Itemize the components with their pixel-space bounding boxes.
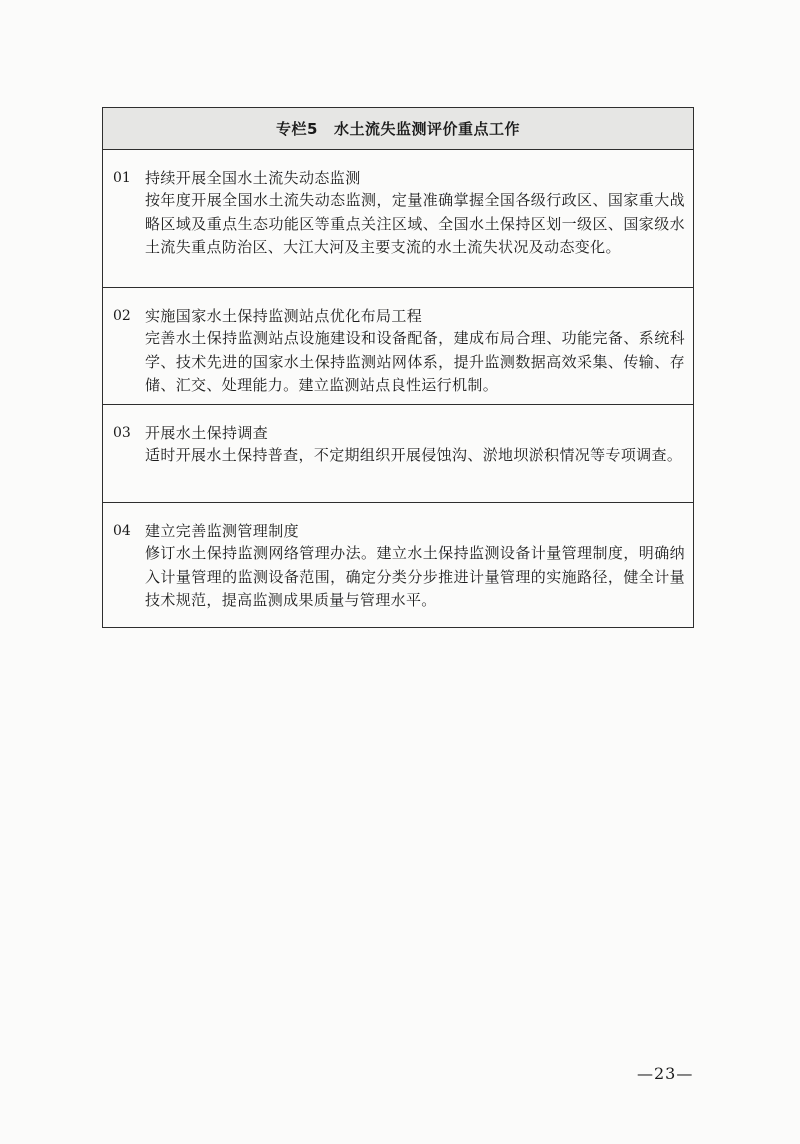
section-body: 按年度开展全国水土流失动态监测，定量准确掌握全国各级行政区、国家重大战略区域及重点生态功能区等重点关注区域、全国水土保持区划一级区、国家级水土流失重点防治区、大江大河及主要支流的水土流失状况及动态变化。	[145, 191, 685, 256]
section-04	[103, 503, 693, 627]
section-03	[103, 405, 693, 503]
section-body: 完善水土保持监测站点设施建设和设备配备，建成布局合理、功能完备、系统科学、技术先进的国家水土保持监测站网体系，提升监测数据高效采集、传输、存储、汇交、处理能力。建立监测站点良性运行机制。	[145, 329, 685, 394]
section-01	[103, 150, 693, 288]
feature-box	[102, 107, 694, 628]
section-title: 持续开展全国水土流失动态监测	[145, 169, 361, 187]
section-title: 开展水土保持调查	[145, 424, 269, 442]
section-number: 03	[113, 425, 131, 441]
page-number: —23—	[637, 1064, 694, 1083]
section-number: 01	[113, 170, 131, 186]
section-body: 适时开展水土保持普查，不定期组织开展侵蚀沟、淤地坝淤积情况等专项调查。	[145, 446, 683, 464]
box-header	[103, 108, 693, 150]
section-number: 04	[113, 523, 131, 539]
section-title: 实施国家水土保持监测站点优化布局工程	[145, 307, 423, 325]
section-title: 建立完善监测管理制度	[145, 522, 300, 540]
section-02	[103, 288, 693, 405]
box-title: 水土流失监测评价重点工作	[333, 120, 520, 138]
box-label: 专栏5	[276, 120, 318, 138]
section-body: 修订水土保持监测网络管理办法。建立水土保持监测设备计量管理制度，明确纳入计量管理的监测设备范围，确定分类分步推进计量管理的实施路径，健全计量技术规范，提高监测成果质量与管理水平。	[145, 544, 685, 609]
section-number: 02	[113, 308, 131, 324]
